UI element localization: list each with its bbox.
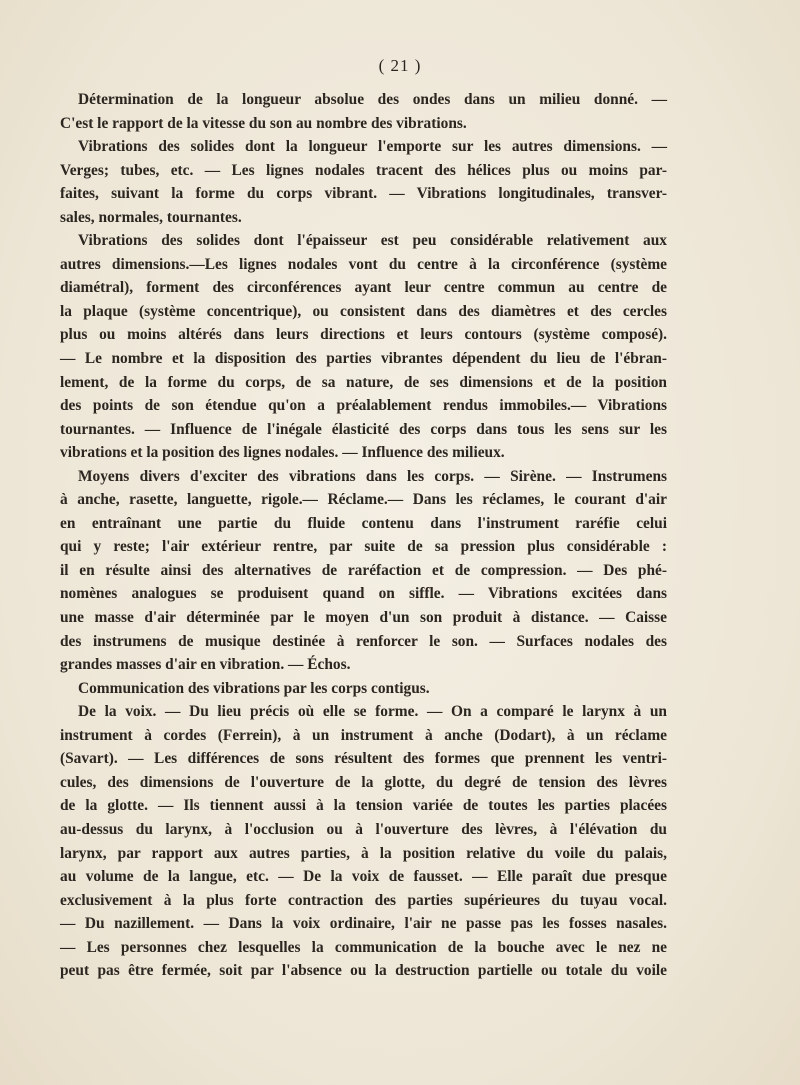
text-line: — Le nombre et la disposition des parties vibrantes dépendent du lieu de l'ébran- [60, 350, 667, 368]
text-line: exclusivement à la plus forte contraction des parties supérieures du tuyau vocal. [60, 891, 667, 909]
text-line: De la voix. — Du lieu précis où elle se forme. — On a comparé le larynx à un [78, 703, 667, 721]
text-line: autres dimensions.—Les lignes nodales vont du centre à la circonférence (système [60, 255, 667, 273]
text-line: une masse d'air déterminée par le moyen d'un son produit à distance. — Caisse [60, 609, 667, 627]
text-line: plus ou moins altérés dans leurs directions et leurs contours (système composé). [60, 326, 667, 344]
text-line: Vibrations des solides dont la longueur l'emporte sur les autres dimensions. — [78, 138, 667, 156]
text-line: sales, normales, tournantes. [60, 208, 242, 226]
text-line: à anche, rasette, languette, rigole.— Réclame.— Dans les réclames, le courant d'air [60, 491, 667, 509]
text-line: qui y reste; l'air extérieur rentre, par suite de sa pression plus considérable : [60, 538, 667, 556]
text-line: Vibrations des solides dont l'épaisseur est peu considérable relativement aux [78, 232, 667, 250]
text-line: — Les personnes chez lesquelles la communication de la bouche avec le nez ne [60, 938, 667, 956]
text-line: de la glotte. — Ils tiennent aussi à la tension variée de toutes les parties placées [60, 797, 667, 815]
text-line: Détermination de la longueur absolue des ondes dans un milieu donné. — [78, 91, 667, 108]
text-line: peut pas être fermée, soit par l'absence ou la destruction partielle ou totale du voile [60, 962, 667, 980]
text-line: au volume de la langue, etc. — De la voix de fausset. — Elle paraît due presque [60, 868, 667, 886]
text-line: grandes masses d'air en vibration. — Échos. [60, 656, 351, 674]
text-line: — Du nazillement. — Dans la voix ordinaire, l'air ne passe pas les fosses nasales. [60, 915, 667, 933]
text-line: Communication des vibrations par les corps contigus. [78, 679, 430, 697]
text-line: larynx, par rapport aux autres parties, à la position relative du voile du palais, [60, 844, 667, 862]
text-line: en entraînant une partie du fluide contenu dans l'instrument raréfie celui [60, 514, 667, 532]
text-line: nomènes analogues se produisent quand on siffle. — Vibrations excitées dans [60, 585, 667, 603]
text-line: diamétral), forment des circonférences ayant leur centre commun au centre de [60, 279, 667, 297]
text-line: (Savart). — Les différences de sons résultent des formes que prennent les ventri- [60, 750, 667, 768]
text-line: Verges; tubes, etc. — Les lignes nodales tracent des hélices plus ou moins par- [60, 161, 667, 179]
text-line: lement, de la forme du corps, de sa nature, de ses dimensions et de la position [60, 373, 667, 391]
text-line: la plaque (système concentrique), ou consistent dans des diamètres et des cercles [60, 302, 667, 320]
text-line: au-dessus du larynx, à l'occlusion ou à l'ouverture des lèvres, à l'élévation du [60, 820, 667, 838]
text-line: cules, des dimensions de l'ouverture de la glotte, du degré de tension des lèvres [60, 773, 667, 791]
text-line: tournantes. — Influence de l'inégale élasticité des corps dans tous les sens sur les [60, 420, 667, 438]
text-line: des instrumens de musique destinée à renforcer le son. — Surfaces nodales des [60, 632, 667, 650]
text-line: vibrations et la position des lignes nodales. — Influence des milieux. [60, 444, 505, 462]
text-line: Moyens divers d'exciter des vibrations dans les corps. — Sirène. — Instrumens [78, 467, 667, 485]
page-number: ( 21 ) [378, 56, 422, 75]
text-line: faites, suivant la forme du corps vibrant. — Vibrations longitudinales, transver- [60, 185, 667, 203]
text-line: il en résulte ainsi des alternatives de raréfaction et de compression. — Des phé- [60, 561, 667, 579]
text-line: C'est le rapport de la vitesse du son au nombre des vibrations. [60, 114, 467, 132]
text-body [60, 88, 667, 983]
text-line: des points de son étendue qu'on a préalablement rendus immobiles.— Vibrations [60, 397, 667, 415]
text-line: instrument à cordes (Ferrein), à un instrument à anche (Dodart), à un réclame [60, 726, 667, 744]
